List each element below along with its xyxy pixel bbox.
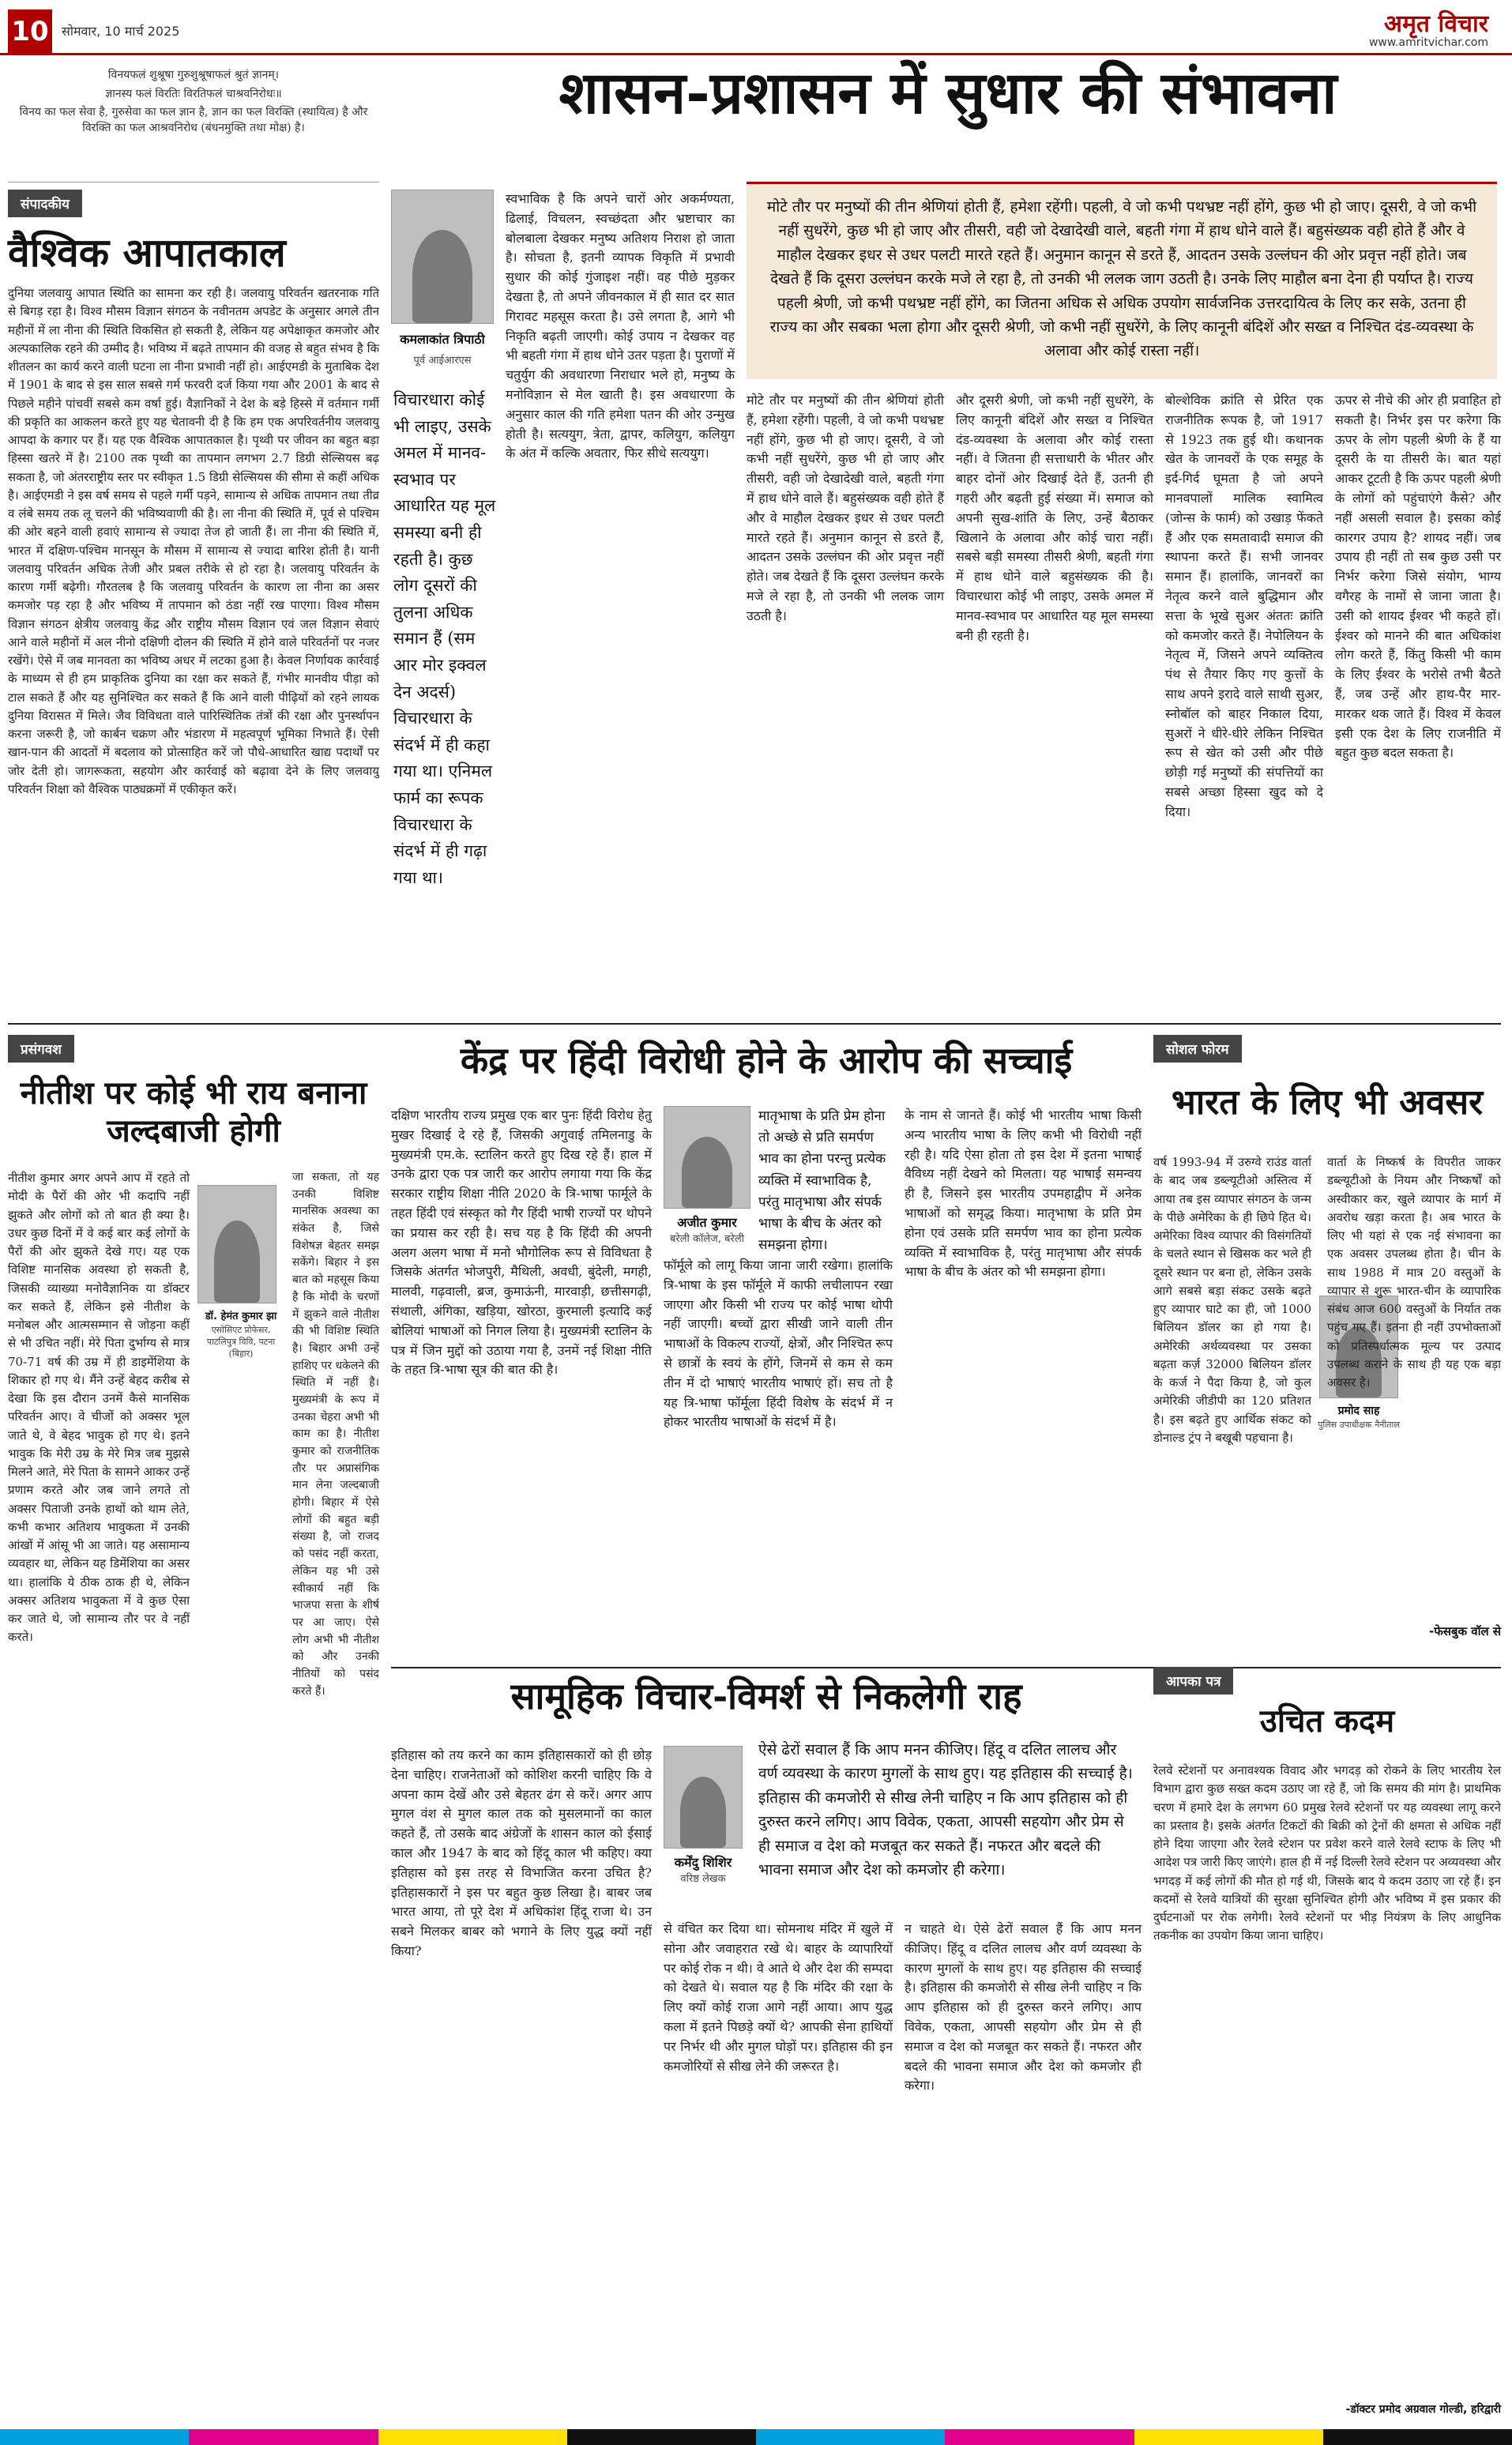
social-body-col1: वर्ष 1993-94 में उरुग्वे राउंड वार्ता के बाद जब डब्ल्यूटीओ अस्तित्व में आया तब इस व्यापार संगठन के जन्म के पीछे अमेरिका के ही छिपे हित थे। अमेरिका विश्व व्यापार की विसंगतियों के चलते स्थान से खिसक कर भले ही दूसरे स्थान पर बना हो, लेकिन उसके आगे सबसे बड़ा संकट उसके बढ़ते हुए व्यापार घाटे का ही, जो 1000 बिलियन डॉलर का हो गया है। अमेरिकी अर्थव्यवस्था पर उसका बढ़ता कर्ज़ 32000 बिलियन डॉलर के कर्ज ने पैदा किया है, जो कुल अमेरिकी जीडीपी का 120 प्रतिशत है। इस बढ़ते हुए आर्थिक संकट को डोनाल्ड ट्रंप ने बखूबी पहचाना है। [1153, 1155, 1311, 1445]
hindi-headline: केंद्र पर हिंदी विरोधी होने के आरोप की सच्चाई [460, 1039, 1073, 1081]
editorial-body: दुनिया जलवायु आपात स्थिति का सामना कर रही है। जलवायु परिवर्तन खतरनाक गति से बिगड़ रहा है। विश्व मौसम विज्ञान संगठन के नवीनतम अपडेट के अनुसार अगले तीन महीनों में ला नीना की स्थिति विकसित हो सकती है, लेकिन यह अपेक्षाकृत कमजोर और अल्पकालिक रहने की उम्मीद है। भविष्य में बढ़ते तापमान की वजह से बहुत संभव है कि शीतलन का कार्य करने वाली घटना ला नीना प्रभावी नहीं हो। आईएमडी के मुताबिक देश में 1901 के बाद से इस साल सबसे गर्म फरवरी दर्ज किया गया और 2001 के बाद से पिछले महीने पांचवीं सबसे कम वर्षा हुई। वैज्ञानिकों ने देश के बड़े हिस्से में वर्तमान गर्मी की प्रकृति का आकलन करते हुए यह चेतावनी दी है कि हम एक अपरिवर्तनीय जलवायु आपदा के कगार पर हैं। यह एक वैश्विक आपातकाल है। पृथ्वी पर जीवन का बहुत बड़ा हिस्सा खतरे में है। 2100 तक पृथ्वी का तापमान लगभग 2.7 डिग्री सेल्सियस बढ़ सकता है, जो अंतरराष्ट्रीय स्तर पर स्वीकृत 1.5 डिग्री सेल्सियस की सीमा से कहीं अधिक है। आईएमडी ने इस वर्ष समय से पहले गर्मी पड़ने, सामान्य से अधिक तापमान तथा तीव्र व लंबे समय तक लू चलने की भविष्यवाणी की है। ला नीना की स्थिति में, पूर्व से पश्चिम की ओर बहने वाली हवाएं सामान्य से ज्यादा तेज हो जाती हैं। ला नीना की स्थिति में, भारत में दक्षिण-पश्चिम मानसून के मौसम में सामान्य से ज्यादा बारिश होती है। यानी जलवायु परिवर्तन अधिक तेजी और प्रबल तरीके से हो रहा है। जलवायु परिवर्तन के कारण गर्मी बढ़ेगी। गौरतलब है कि जलवायु परिवर्तन के कारण ला नीना का असर कमजोर पड़ रहा है और भविष्य में तापमान को ठंडा नहीं रख पाएगा। विश्व मौसम विज्ञान संगठन क्षेत्रीय जलवायु केंद्र और राष्ट्रीय मौसम विज्ञान एवं जल विज्ञान सेवाएं आने वाले महीनों में अल नीनो दक्षिणी दोलन की स्थिति में होने वाले परिवर्तनों पर नजर रखेंगे। ऐसे में जब मानवता का भविष्य अधर में लटका हुआ है। केवल निर्णायक कार्रवाई के माध्यम से ही हम प्राकृतिक दुनिया का रक्षा कर सकते हैं, गंभीर मानवीय पीड़ा को टाल सकते हैं और यह सुनिश्चित कर सकते हैं कि आने वाली पीढ़ियों को रहने लायक दुनिया विरासत में मिले। जैव विविधता वाले पारिस्थितिक तंत्रों की रक्षा और पुनर्स्थापन करना जरूरी है, जो कार्बन चक्रण और भंडारण में महत्वपूर्ण भूमिका निभाते हैं। ऐसी खान-पान की आदतों में बदलाव को प्रोत्साहित करें जो पौधे-आधारित खाद्य पदार्थों पर जोर देती हो। जागरूकता, सहयोग और कार्रवाई को बढ़ावा देने के लिए जलवायु परिवर्तन शिक्षा को वैश्विक पाठ्यक्रमों में एकीकृत करें। [8, 286, 379, 796]
author-photo [664, 1746, 743, 1849]
website-link[interactable]: www.amritvichar.com [1368, 36, 1488, 49]
issue-date: सोमवार, 10 मार्च 2025 [62, 24, 180, 39]
motto-line: ज्ञानस्य फलं विरतिः विरतिफलं चाश्रवनिरोधः॥ [105, 87, 282, 100]
section-label-social [1153, 1035, 1242, 1063]
section-label-editorial [8, 190, 82, 217]
author-name: कमलाकांत त्रिपाठी [387, 330, 498, 348]
collective-headline: सामूहिक विचार-विमर्श से निकलेगी राह [510, 1675, 1022, 1717]
nitish-headline: नीतीश पर कोई भी राय बनाना जल्दबाजी होगी [20, 1074, 367, 1149]
social-body-col2: वार्ता के निष्कर्ष के विपरीत जाकर डब्ल्यूटीओ के नियम और निष्कर्षों को अस्वीकार कर, खुले व्यापार के मार्ग में अवरोध खड़ा करता है। अब भारत के लिए भी यहां से एक नई संभावना का एक अवसर उपलब्ध होता है। चीन के साथ 1988 में मात्र 20 वस्तुओं के व्यापार से शुरू भारत-चीन के व्यापारिक संबंध आज 600 वस्तुओं के निर्यात तक पहुंच गए हैं। इतना ही नहीं उपभोक्ताओं को प्रतिस्पर्धात्मक मूल्य पर उत्पाद उपलब्ध कराने के साथ ही यह एक बड़ा अवसर है। [1327, 1155, 1501, 1390]
section-tag: आपका पत्र [1153, 1667, 1233, 1695]
letters-signoff: -डॉक्टर प्रमोद अग्रवाल गोल्डी, हरिद्वारी [1345, 2403, 1501, 2416]
person-silhouette [214, 1221, 261, 1303]
divider [391, 1667, 1501, 1668]
sanskrit-motto [8, 68, 379, 139]
author-photo [391, 190, 494, 324]
lead-headline: शासन-प्रशासन में सुधार की संभावना [559, 59, 1337, 127]
editorial-headline: वैश्विक आपातकाल [8, 229, 286, 276]
author-photo [664, 1106, 750, 1209]
author-name: अजीत कुमार [677, 1215, 737, 1230]
person-silhouette [412, 230, 473, 323]
lead-body-col3: और दूसरी श्रेणी, जो कभी नहीं सुधरेंगे, के लिए कानूनी बंदिशें और सख्त व निश्चित दंड-व्यवस्था के अलावा और कोई रास्ता नहीं। वे जितना ही सत्ताधारी के भीतर और बाहर दोनों ओर दिखाई देते हैं, उतनी ही गहरी और बढ़ती हुई संख्या में। समाज को अपनी सुख-शांति के लिए, उन्हें बैठाकर खिलाने के अलावा और कोई चारा नहीं। सबसे बड़ी समस्या तीसरी श्रेणी, बहती गंगा में हाथ धोने वाले बहुसंख्यक की है। विचारधारा कोई भी लाइए, उसके अमल में मानव-स्वभाव पर आधारित यह मूल समस्या बनी ही रहती है। [956, 393, 1153, 643]
author-name: प्रमोद साह [1337, 1405, 1380, 1417]
nitish-body-col2: जा सकता, तो यह उनकी विशिष्ट मानसिक अवस्था का संकेत है, जिसे विशेषज्ञ बेहतर समझ सकेंगे। बिहार ने इस बात को महसूस किया है कि मोदी के चरणों में झुकने वाले नीतीश की भी विशिष्ट स्थिति है। बिहार अभी उन्हें हाशिए पर धकेलने की स्थिति में नहीं है। मुख्यमंत्री के रूप में उनका चेहरा अभी भी काम का है। नीतीश कुमार को राजनीतिक तौर पर अप्रासंगिक मान लेना जल्दबाजी होगी। बिहार में ऐसे लोगों की बहुत बड़ी संख्या है, जो राजद को पसंद नहीं करता, लेकिन यह भी उसे स्वीकार्य नहीं कि भाजपा सत्ता के शीर्ष पर आ जाए। ऐसे लोग अभी भी नीतीश को और उनकी नीतियों को पसंद करते हैं। [292, 1171, 379, 1698]
section-tag: संपादकीय [8, 190, 82, 217]
collective-pullquote: ऐसे ढेरों सवाल हैं कि आप मनन कीजिए। हिंदू व दलित लालच और वर्ण व्यवस्था के कारण मुगलों के साथ हुए। यह इतिहास की सच्चाई है। इतिहास की कमजोरी से सीख लेनी चाहिए न कि आप इतिहास को ही दुरुस्त करने लगिए। आप विवेक, एकता, आपसी सहयोग और प्रेम से ही समाज व देश को मजबूत कर सकते हैं। नफरत और बदले की भावना समाज और देश को कमजोर ही करेगा। [758, 1741, 1133, 1879]
social-headline: भारत के लिए भी अवसर [1171, 1082, 1484, 1123]
lead-body-col5: ऊपर से नीचे की ओर ही प्रवाहित हो सकती है। निर्भर इस पर करेगा कि ऊपर के लोग पहली श्रेणी के हैं या दूसरी के या तीसरी के। बात यहां आकर टूटती है कि ऊपर पहली श्रेणी के लोगों को पहुंचाएंगे कैसे? और नहीं असली सवाल है। इसका कोई कारगर उपाय है? शायद नहीं। जब उपाय ही नहीं तो सब कुछ उसी पर निर्भर करेगा जिसे संयोग, भाग्य वगैरह के नामों से जाना जाता है। उसी को शायद ईश्वर भी कहते हों। ईश्वर को मानने की बात अधिकांश लोग करते हैं, किंतु किसी भी काम के लिए ईश्वर के भरोसे तभी बैठते हैं, जब उन्हें और हाथ-पैर मार-मारकर थक जाते हैं। विश्व में केवल इसी एक देश के लिए राजनीति में बहुत कुछ बदल सकता है। [1335, 393, 1501, 761]
nitish-body-col1: नीतीश कुमार अगर अपने आप में रहते तो मोदी के पैरों की ओर भी कदापि नहीं झुकते और लोगों को तो बात ही क्या है। उधर कुछ दिनों में वे कई बार कई लोगों के पैरों की ओर झुकते देखे गए। यह एक विशिष्ट मानसिक अवस्था हो सकती है, जिसकी व्याख्या मनोवैज्ञानिक या डॉक्टर कर सकते हैं, लेकिन इसे नीतीश के मनोबल और आत्मसम्मान से जोड़ना कहीं से भी उचित नहीं। मेरे पिता दुर्भाग्य से मात्र 70-71 वर्ष की उम्र में ही डाइमेंशिया के शिकार हो गए थे। मैंने उन्हें बेहद करीब से देखा कि इस दौरान उनमें कैसे मानसिक परिवर्तन आए। वे चीजों को अक्सर भूल जाते थे, वे बेहद भावुक हो गए थे। इतने भावुक कि मेरी उम्र के मेरे मित्र जब मुझसे मिलने आते, मेरे पिता के सामने आकर उन्हें प्रणाम करते और जब जाने लगते तो अक्सर पिताजी उनके हाथों को थाम लेते, कभी कभार अतिशय भावुकता में उनकी आंखों में आंसू भी आ जाते। यह असामान्य व्यवहार था, लेकिन यह डिमेंशिया का असर था। हालांकि ये ठीक ठाक ही थे, लेकिन अक्सर अतिशय भावुकता में वे कुछ ऐसा कर जाते थे, जो सामान्य तौर पर वे नहीं करते। [8, 1171, 190, 1645]
social-signoff: -फेसबुक वॉल से [1429, 1624, 1501, 1638]
page-number: 10 [8, 9, 52, 54]
section-tag: प्रसंगवश [8, 1035, 74, 1063]
person-silhouette [682, 1137, 733, 1208]
collective-body-col2: से वंचित कर दिया था। सोमनाथ मंदिर में खुले में सोना और जवाहरात रखे थे। बाहर के व्यापारियों पर कोई रोक न थी। वे आते थे और देश की सम्पदा को देखते थे। सवाल यह है कि मंदिर की रक्षा के लिए क्यों कोई राजा आगे नहीं आया। आप युद्ध कला में इतने पिछड़े क्यों थे? आपकी सेना हाथियों पर निर्भर थी और मुगल घोड़ों पर। इतिहास की इन कमजोरियों से सीख लेने की जरूरत है। [664, 1921, 893, 2074]
hindi-pullquote: मातृभाषा के प्रति प्रेम होना तो अच्छे से प्रति समर्पण भाव का होना परन्तु प्रत्येक व्यक्ति में स्वाभाविक है, परंतु मातृभाषा और संपर्क भाषा के बीच के अंतर को समझना होगा। [758, 1108, 886, 1254]
brand-logo: अमृत विचार [1384, 10, 1488, 38]
collective-body-col1: इतिहास को तय करने का काम इतिहासकारों को ही छोड़ देना चाहिए। राजनेताओं को कोशिश करनी चाहिए कि वे अपना काम देखें और उसे बेहतर ढंग से करें। अगर आप मुगल वंश से मुगल काल तक को मुसलमानों का काल कहते हैं, तो उसके बाद अंग्रेजों के शासन काल को ईसाई काल और 1947 के बाद को हिंदू काल भी कहिए। क्या इतिहास को इस तरह से विभाजित करना उचित है? इतिहासकारों ने इस पर बहुत कुछ लिखा है। बाबर जब भारत आया, तो पूरे देश में अधिकांश हिंदू राजा थे। उन सबने मिलकर बाबर को भगाने के लिए युद्ध क्यों नहीं किया? [391, 1747, 652, 1958]
author-role: एसोसिएट प्रोफेसर, पाटलिपुत्र विवि, पटना (बिहार) [206, 1325, 276, 1359]
motto-translation: विनय का फल सेवा है, गुरुसेवा का फल ज्ञान है, ज्ञान का फल विरक्ति (स्थायित्व) है और विरक्ति का फल आश्रवनिरोध (बंधनमुक्ति तथा मोक्ष) है। [19, 106, 368, 134]
collective-body-col3: न चाहते थे। ऐसे ढेरों सवाल हैं कि आप मनन कीजिए। हिंदू व दलित लालच और वर्ण व्यवस्था के कारण मुगलों के साथ हुए। यह इतिहास की सच्चाई है। इतिहास की कमजोरी से सीख लेनी चाहिए न कि आप इतिहास को ही दुरुस्त करने लगिए। आप विवेक, एकता, आपसी सहयोग और प्रेम से ही समाज व देश को मजबूत कर सकते हैं। नफरत और बदले की भावना समाज और देश को कमजोर ही करेगा। [905, 1921, 1142, 2093]
author-role: बरेली कॉलेज, बरेली [669, 1233, 745, 1245]
lead-callout: मोटे तौर पर मनुष्यों की तीन श्रेणियां होती हैं, हमेशा रहेंगी। पहली, वे जो कभी पथभ्रष्ट नहीं होंगे, कुछ भी हो जाए। दूसरी, वे जो कभी नहीं सुधरेंगे, कुछ भी हो जाए और तीसरी, वही जो देखादेखी वाले, बहती गंगा में हाथ धोने वाले हैं। बहुसंख्यक वही होते हैं और वे माहौल देखकर इधर से उधर पलटी मारते रहते हैं। अनुमान कानून से डरते हैं, आदतन उसके उल्लंघन की ओर प्रवृत्त नहीं होते। जब देखते हैं कि दूसरा उल्लंघन करके मजे ले रहा है, तो उनकी भी ललक जाग उठती है। उनके लिए माहौल बना देना ही पर्याप्त है। राज्य पहली श्रेणी, जो कभी पथभ्रष्ट नहीं होंगे, का जितना अधिक से अधिक उपयोग सार्वजनिक उत्तरदायित्व के लिए कर सके, उतना ही राज्य का और सबका भला होगा और दूसरी श्रेणी, जो कभी नहीं सुधरेंगे, के लिए कानूनी बंदिशें और सख्त व निश्चित दंड-व्यवस्था के अलावा और कोई रास्ता नहीं। [747, 182, 1497, 379]
print-registration-strip [0, 2429, 1512, 2445]
section-label-prasangvash [8, 1035, 74, 1063]
person-silhouette [680, 1777, 727, 1848]
lead-body-col4: बोल्शेविक क्रांति से प्रेरित एक राजनीतिक रूपक है, जो 1917 से 1923 तक हुई थी। कथानक खेत के जानवरों के एक समूह के इर्द-गिर्द घूमता है जो अपने मानवपालों मालिक स्वामित्व (जोन्स के फार्म) को उखाड़ फेंकते हैं और एक समतावादी समाज की स्थापना करते हैं। सभी जानवर समान हैं। हालांकि, जानवरों का नेतृत्व करने वाले बुद्धिमान और सत्ता के भूखे सुअर अंततः क्रांति को कमजोर करते हैं। नेपोलियन के नेतृत्व में, जिसने अपने व्यक्तित्व पंथ से तैयार किए गए कुत्तों के साथ अपने इरादे वाले साथी सुअर, स्नोबॉल को बाहर निकाल दिया, सुअरों ने धीरे-धीरे लेकिन निश्चित रूप से खेत को उसी और पीछे छोड़ी गई मनुष्यों की संपत्तियों का सबसे अच्छा हिस्सा खुद को दे दिया। [1165, 393, 1323, 819]
masthead [0, 0, 1512, 55]
hindi-body-col2: फॉर्मूले को लागू किया जाना जारी रखेगा। हालांकि त्रि-भाषा के इस फॉर्मूले में काफी लचीलापन रखा जाएगा और किसी भी राज्य पर कोई भाषा थोपी नहीं जाएगी। बच्चों द्वारा सीखी जाने वाली तीन भाषाओं के विकल्प राज्यों, क्षेत्रों, और निश्चित रूप से छात्रों के स्वयं के होंगे, जिनमें से कम से कम तीन में दो भाषाएं भारतीय भाषाएं हों। सच तो है यह त्रि-भाषा फॉर्मूला हिंदी विशेष के संदर्भ में न होकर भारतीय भाषाओं के संदर्भ में है। [664, 1258, 893, 1430]
section-tag: सोशल फोरम [1153, 1035, 1242, 1063]
divider [8, 1023, 1501, 1025]
lead-body-col2: मोटे तौर पर मनुष्यों की तीन श्रेणियां होती हैं, हमेशा रहेंगी। पहली, वे जो कभी पथभ्रष्ट नहीं होंगे, कुछ भी हो जाए। दूसरी, वे जो कभी नहीं सुधरेंगे, कुछ भी हो जाए और तीसरी, वही जो देखादेखी वाले, बहती गंगा में हाथ धोने वाले हैं। बहुसंख्यक वही होते हैं और वे माहौल देखकर इधर से उधर पलटी मारते रहते हैं। अनुमान कानून से डरते हैं, आदतन उसके उल्लंघन की ओर प्रवृत्त नहीं होते। जब देखते हैं कि दूसरा उल्लंघन करके मजे ले रहा है, तो उनकी भी ललक जाग उठती है। [747, 393, 944, 623]
letters-headline: उचित कदम [1259, 1702, 1395, 1740]
author-photo [197, 1185, 276, 1303]
author-role: वरिष्ठ लेखक [680, 1873, 726, 1885]
author-role: पूर्व आईआरएस [413, 355, 472, 367]
section-label-letters [1153, 1667, 1233, 1695]
motto-line: विनयफलं शुश्रूषा गुरुशुश्रूषाफलं श्रुतं ज्ञानम्। [107, 69, 280, 81]
lead-body-col1: स्वभाविक है कि अपने चारों ओर अकर्मण्यता, ढिलाई, विचलन, स्वच्छंदता और भ्रष्टाचार का बोलबाला देखकर मनुष्य अतिशय निराश हो जाता है। सोचता है, इतनी व्यापक विकृति में प्रभावी सुधार की कोई गुंजाइश नहीं। वह पीछे मुड़कर देखता है, तो अपने जीवनकाल में ही सात दर सात गिरावट महसूस करता है। उसे लगता है, आगे भी निकृति बढ़ती जाएगी। कोई उपाय न देखकर वह भी बहती गंगा में हाथ धोने उतर पड़ता है। पुराणों में चतुर्युग की अवधारणा निराधार भले हो, मनुष्य के मनोविज्ञान से मेल खाती है। इस अवधारणा के अनुसार काल की गति हमेशा पतन की ओर उन्मुख होती है। सत्ययुग, त्रेता, द्वापर, कलियुग, कलियुग के अंत में कल्कि अवतार, फिर सीधे सत्ययुग। [506, 191, 735, 461]
author-role: पुलिस उपाधीक्षक नैनीताल [1318, 1420, 1400, 1430]
author-name: कर्मेंदु शिशिर [674, 1855, 732, 1870]
letters-body: रेलवे स्टेशनों पर अनावश्यक विवाद और भगदड़ को रोकने के लिए भारतीय रेल विभाग द्वारा कुछ सख्त कदम उठाए जा रहे हैं, जो कि समय की मांग है। प्राथमिक चरण में हमारे देश के लगभग 60 प्रमुख रेलवे स्टेशनों पर यह व्यवस्था लागू करने का प्रस्ताव है। इसके अंतर्गत टिकटों की बिक्री को ट्रेनों की क्षमता से अधिक नहीं होने दिया जाएगा और रेलवे स्टेशन पर प्रवेश करने वाले रेलवे स्टाफ के लिए भी आदेश पत्र जारी किए जाएंगे। हाल ही में नई दिल्ली रेलवे स्टेशन पर अव्यवस्था और भगदड़ में कई लोगों की मौत हो गई थी, जिसके बाद ये कदम उठाए जा रहे हैं। इन कदमों से रेलवे यात्रियों की सुरक्षा सुनिश्चित होगी और भविष्य में इस प्रकार की दुर्घटनाओं पर रोक लगेगी। रेलवे स्टेशनों पर भीड़ नियंत्रण के लिए आधुनिक तकनीक का उपयोग किया जाना चाहिए। [1153, 1763, 1501, 1943]
lead-pullquote: विचारधारा कोई भी लाइए, उसके अमल में मानव-स्वभाव पर आधारित यह मूल समस्या बनी ही रहती है। कुछ लोग दूसरों की तुलना अधिक समान हैं (सम आर मोर इक्वल देन अदर्स) विचारधारा के संदर्भ में ही कहा गया था। एनिमल फार्म का रूपक विचारधारा के संदर्भ में ही गढ़ा गया था। [393, 390, 496, 887]
hindi-body-col3: के नाम से जानते हैं। कोई भी भारतीय भाषा किसी अन्य भारतीय भाषा के लिए कभी भी विरोधी नहीं रही है। यदि ऐसा होता तो इस देश में इतना भाषाई वैविध्य नहीं देखने को मिलता। यह भाषाई समन्वय ही है, जिसने इस भारतीय उपमहाद्वीप में अनेक भाषाओं को समृद्ध किया। मातृभाषा के प्रति प्रेम होना एवं उसके प्रति समर्पण भाव का होना प्रत्येक व्यक्ति में स्वाभाविक है, परंतु मातृभाषा और संपर्क भाषा के बीच के अंतर को भी समझना होगा। [905, 1108, 1142, 1280]
author-name: डॉ. हेमंत कुमार झा [205, 1311, 277, 1322]
hindi-body-col1: दक्षिण भारतीय राज्य प्रमुख एक बार पुनः हिंदी विरोध हेतु मुखर दिखाई दे रहे हैं, जिसकी अगुवाई तमिलनाडु के मुख्यमंत्री एम.के. स्टालिन करते हुए दिख रहे हैं। हाल में उनके द्वारा एक पत्र जारी कर आरोप लगाया गया कि केंद्र सरकार राष्ट्रीय शिक्षा नीति 2020 के त्रि-भाषा फार्मूले के तहत हिंदी एवं संस्कृत को गैर हिंदी भाषी राज्यों पर थोपने का प्रयास कर रही है। सच यह है कि हिंदी की अपनी अलग अलग भाषा में मनो भौगोलिक रूप से विविधता है जिसके अंतर्गत भोजपुरी, मैथिली, अवधी, बुंदेली, मगही, मालवी, गढ़वाली, ब्रज, कुमाऊंनी, मारवाड़ी, छत्तीसगढ़ी, संथाली, अंगिका, खड़िया, खोरठा, कुरमाली इत्यादि कई बोलियां भाषाओं को निगल लिया है। मुख्यमंत्री स्टालिन के पत्र में जिन मुद्दों को उठाया गया है, उनमें नई शिक्षा नीति के तहत त्रि-भाषा सूत्र की बात की है। [391, 1108, 652, 1378]
